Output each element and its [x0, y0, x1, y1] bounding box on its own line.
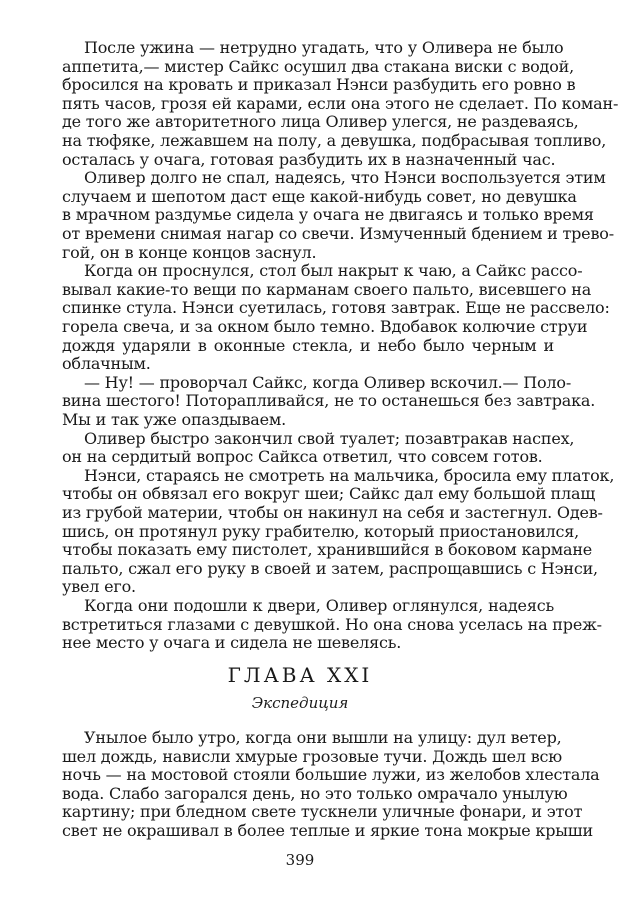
text-line: Унылое было утро, когда они вышли на улицу: дул ветер, — [84, 728, 562, 747]
text-line: де того же авторитетного лица Оливер улегся, не раздеваясь, — [62, 112, 579, 132]
page-number: 399 — [285, 851, 315, 869]
text-line: Оливер быстро закончил свой туалет; позавтракав наспех, — [84, 428, 575, 448]
text-line: из грубой материи, чтобы он накинул на себя и застегнул. Одев- — [62, 503, 603, 522]
text-line: пять часов, грозя ей карами, если она этого не сделает. По коман- — [62, 93, 618, 113]
text-line: вина шестого! Поторапливайся, не то останешься без завтрака. — [62, 391, 596, 411]
text-line: осталась у очага, готовая разбудить их в назначенный час. — [62, 149, 556, 169]
text-line: Оливер долго не спал, надеясь, что Нэнси воспользуется этим — [84, 168, 606, 188]
text-line: — Ну! — проворчал Сайкс, когда Оливер вскочил.— Поло- — [84, 372, 572, 392]
text-line: дождя ударяли в оконные стекла, и небо было черным и — [62, 335, 554, 355]
text-line: горела свеча, и за окном было темно. Вдобавок колючие струи — [62, 317, 588, 336]
text-line: увел его. — [62, 577, 136, 597]
text-line: пальто, сжал его руку в своей и затем, распрощавшись с Нэнси, — [62, 558, 598, 578]
text-line: нее место у очага и сидела не шевелясь. — [62, 633, 402, 653]
text-line: в мрачном раздумье сидела у очага не двигаясь и только время — [62, 205, 594, 225]
chapter-subtitle: Экспедиция — [251, 694, 349, 712]
text-line: чтобы показать ему пистолет, хранившийся в боковом кармане — [62, 540, 593, 560]
text-line: Нэнси, стараясь не смотреть на мальчика, бросила ему платок, — [84, 465, 615, 485]
text-line: встретиться глазами с девушкой. Но она снова уселась на преж- — [62, 614, 602, 634]
text-line: на тюфяке, лежавшем на полу, а девушка, подбрасывая топливо, — [62, 131, 607, 150]
text-line: шел дождь, нависли хмурые грозовые тучи. Дождь шел всю — [62, 746, 562, 766]
text-line: гой, он в конце концов заснул. — [62, 242, 317, 262]
text-line: Мы и так уже опаздываем. — [62, 410, 287, 429]
text-line: Когда они подошли к двери, Оливер оглянулся, надеясь — [84, 596, 554, 615]
text-line: Когда он проснулся, стол был накрыт к чаю, а Сайкс рассо- — [84, 261, 583, 281]
text-line: аппетита,— мистер Сайкс осушил два стакана виски с водой, — [62, 56, 574, 76]
text-line: от времени снимая нагар со свечи. Измученный бдением и трево- — [62, 224, 614, 243]
text-line: После ужина — нетрудно угадать, что у Оливера не было — [84, 38, 564, 57]
text-line: картину; при бледном свете тускнели уличные фонари, и этот — [62, 802, 583, 822]
text-line: бросился на кровать и приказал Нэнси разбудить его ровно в — [62, 75, 576, 95]
text-line: ночь — на мостовой стояли большие лужи, из желобов хлестала — [62, 765, 600, 785]
text-line: шись, он протянул руку грабителю, который приостановился, — [62, 521, 580, 541]
text-line: он на сердитый вопрос Сайкса ответил, что совсем готов. — [62, 447, 543, 467]
text-line: вывал какие-то вещи по карманам своего пальто, висевшего на — [62, 279, 592, 299]
chapter-title: ГЛАВА XXI — [227, 663, 373, 687]
text-line: свет не окрашивал в более теплые и яркие тона мокрые крыши — [62, 821, 593, 840]
text-line: облачным. — [62, 354, 151, 374]
text-line: чтобы он обвязал его вокруг шеи; Сайкс дал ему большой плащ — [62, 484, 595, 504]
text-line: вода. Слабо загорался день, но это только омрачало унылую — [62, 783, 568, 803]
text-line: спинке стула. Нэнси суетилась, готовя завтрак. Еще не рассвело: — [62, 298, 610, 318]
text-line: случаем и шепотом даст еще какой-нибудь совет, но девушка — [62, 186, 577, 206]
